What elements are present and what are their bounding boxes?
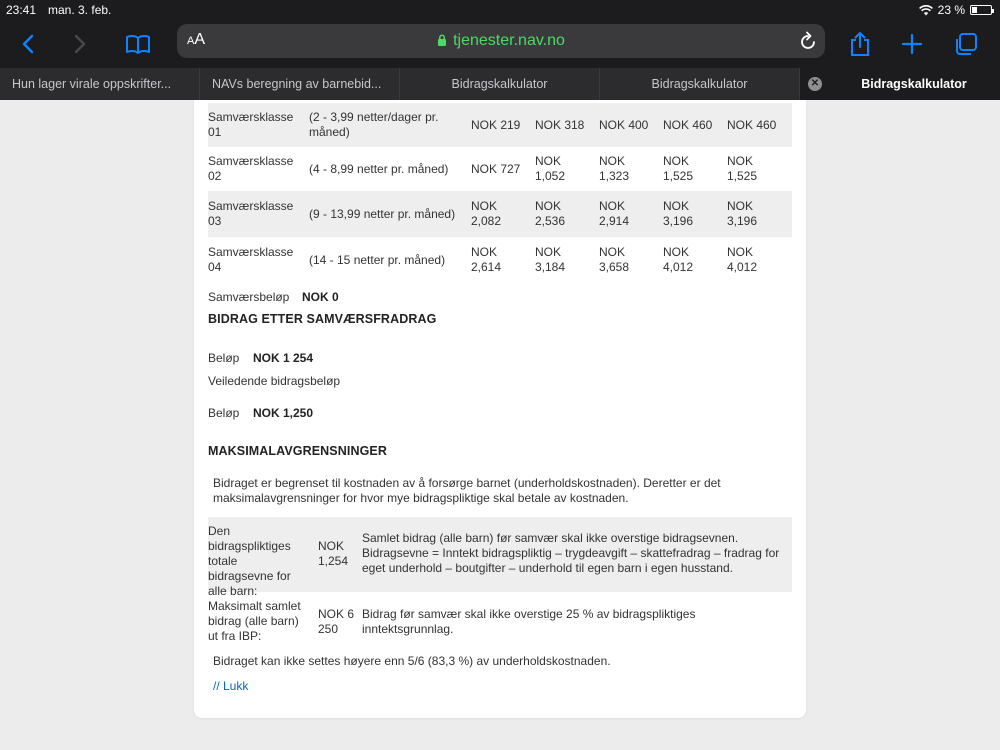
status-bar [0,0,1000,20]
tab-5-active[interactable] [800,68,1000,100]
status-time: 23:41 [6,3,37,17]
back-icon[interactable] [12,28,44,60]
samvaer-klasse: Samværsklasse 04 [208,245,294,274]
close-tab-icon[interactable]: ✕ [808,77,822,91]
reload-icon[interactable] [799,31,817,51]
browser-toolbar [0,20,1000,68]
new-tab-icon[interactable] [896,28,928,60]
samvaersbelop-value: NOK 0 [302,290,339,304]
samvaer-range: (9 - 13,99 netter pr. måned) [309,207,456,221]
maks-intro: Bidraget er begrenset til kostnaden av å forsørge barnet (underholdskostnaden). Deretter er det maksimalavgrensninger for hvor mye bidragspliktige skal betale av kostnaden. [213,476,721,505]
samvaer-klasse: Samværsklasse 02 [208,154,294,183]
maks-desc: Bidrag før samvær skal ikke overstige 25 % av bidragspliktiges inntektsgrunnlag. [362,607,696,636]
tab-4[interactable]: Bidragskalkulator [600,68,800,100]
samvaer-value: NOK 460 [663,118,713,132]
samvaer-klasse: Samværsklasse 03 [208,199,294,228]
close-link[interactable]: // Lukk [213,679,249,693]
maks-value: NOK 1,254 [318,539,349,568]
battery-percent: 23 % [937,3,965,17]
forward-icon[interactable] [64,28,96,60]
samvaer-value: NOK 3,658 [599,245,630,274]
samvaer-value: NOK 2,614 [471,245,502,274]
address-bar[interactable] [177,24,825,58]
share-icon[interactable] [844,28,876,60]
url-display[interactable] [177,32,825,50]
maks-desc: Samlet bidrag (alle barn) før samvær skal ikke overstige bidragsevnen. Bidragsevne = Inntekt bidragspliktig – trygdeavgift – skattefradrag – fradrag for eget underhold – boutgifter – underhold til egen barn i egen husstand. [362,531,780,575]
tab-2[interactable]: NAVs beregning av barnebid... [200,68,400,100]
samvaer-value: NOK 318 [535,118,585,132]
table-row [208,237,792,283]
samvaer-value: NOK 460 [727,118,777,132]
belop2-label: Beløp [208,406,240,420]
url-text: tjenester.nav.no [453,32,565,49]
status-date: man. 3. feb. [48,3,112,17]
page-content [194,100,806,718]
tabs-overview-icon[interactable] [950,28,982,60]
wifi-icon [919,5,933,16]
samvaer-value: NOK 2,082 [471,199,502,228]
samvaer-value: NOK 2,536 [535,199,566,228]
table-row [208,517,792,598]
battery-icon [970,5,992,15]
tab-5-label: Bidragskalkulator [861,77,967,91]
veiledende-label: Veiledende bidragsbeløp [208,374,341,388]
samvaer-range: (14 - 15 netter pr. måned) [309,253,446,267]
maks-footnote: Bidraget kan ikke settes høyere enn 5/6 (83,3 %) av underholdskostnaden. [213,654,611,668]
samvaer-value: NOK 2,914 [599,199,630,228]
samvaer-value: NOK 4,012 [663,245,694,274]
samvaer-value: NOK 3,196 [663,199,694,228]
samvaer-value: NOK 3,196 [727,199,758,228]
table-row [208,103,792,147]
belop-label: Beløp [208,351,240,365]
text-size-button[interactable]: AA [187,31,206,48]
table-row [208,592,792,648]
samvaer-klasse: Samværsklasse 01 [208,110,294,139]
tab-3[interactable]: Bidragskalkulator [400,68,600,100]
bookmarks-icon[interactable] [122,28,154,60]
samvaer-value: NOK 4,012 [727,245,758,274]
samvaer-value: NOK 727 [471,162,521,176]
table-row [208,147,792,191]
samvaer-value: NOK 3,184 [535,245,566,274]
samvaersbelop-label: Samværsbeløp [208,290,290,304]
tab-1[interactable]: Hun lager virale oppskrifter... [0,68,200,100]
samvaer-range: (4 - 8,99 netter pr. måned) [309,162,449,176]
samvaer-value: NOK 1,525 [727,154,758,183]
belop2-value: NOK 1,250 [253,406,314,420]
samvaer-value: NOK 1,525 [663,154,694,183]
belop-value: NOK 1 254 [253,351,314,365]
samvaer-value: NOK 1,052 [535,154,566,183]
samvaer-value: NOK 400 [599,118,649,132]
tab-bar [0,68,1000,100]
bidrag-heading: BIDRAG ETTER SAMVÆRSFRADRAG [208,312,437,326]
samvaer-range: (2 - 3,99 netter/dager pr. måned) [309,110,439,139]
maks-label: Maksimalt samlet bidrag (alle barn) ut fra IBP: [208,599,301,643]
table-row [208,191,792,237]
samvaer-value: NOK 219 [471,118,521,132]
lock-icon [437,34,447,46]
maks-heading: MAKSIMALAVGRENSNINGER [208,444,387,458]
maks-label: Den bidragspliktiges totale bidragsevne for alle barn: [208,524,291,598]
samvaer-value: NOK 1,323 [599,154,630,183]
maks-value: NOK 6 250 [318,607,355,636]
